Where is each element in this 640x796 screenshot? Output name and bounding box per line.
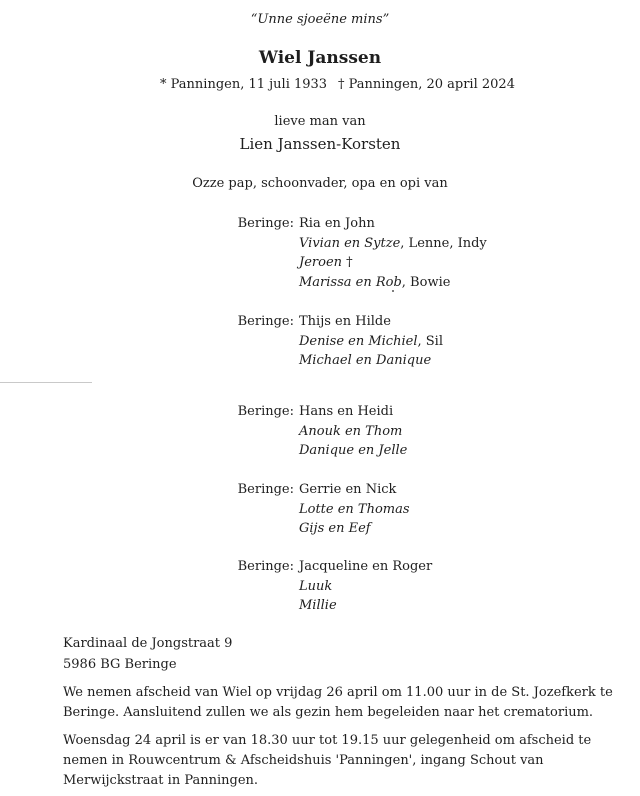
family-parents: Jacqueline en Roger [299, 559, 433, 574]
address-city: 5986 BG Beringe [63, 657, 177, 672]
child-line: Gijs en Eef [299, 521, 371, 536]
relation-line: lieve man van [274, 114, 366, 129]
visit-paragraph: Woensdag 24 april is er van 18.30 uur tot 19.15 uur gelegenheid om afscheid te nemen in Rouwcentrum & Afscheidshuis 'Panningen', ingang Schout van Merwijckstraat in Panningen. [63, 733, 592, 788]
spouse-name: Lien Janssen-Korsten [239, 135, 401, 153]
family-children [299, 234, 487, 293]
birth-line: * Panningen, 11 juli 1933 [160, 77, 328, 92]
family-children [299, 577, 337, 616]
child-line: Millie [299, 598, 337, 613]
family-parents: Thijs en Hilde [299, 314, 391, 329]
child-line: Danique en Jelle [299, 443, 408, 458]
family-children [299, 422, 407, 461]
deceased-name: Wiel Janssen [258, 48, 382, 68]
child-line: Denise en Michiel, Sil [299, 333, 443, 349]
child-line: Michael en Danique [299, 353, 432, 368]
motto-quote: “Unne sjoeëne mins” [250, 12, 390, 27]
margin-rule [0, 382, 92, 383]
family-children [299, 500, 410, 539]
family-parents: Hans en Heidi [299, 404, 394, 419]
family-place: Beringe: [237, 216, 294, 231]
family-place: Beringe: [237, 314, 294, 329]
family-place: Beringe: [237, 482, 294, 497]
family-children [299, 332, 443, 371]
child-line: Luuk [299, 578, 333, 594]
child-line: Jeroen † [299, 255, 353, 270]
death-line: † Panningen, 20 april 2024 [338, 77, 515, 92]
family-place: Beringe: [237, 559, 294, 574]
family-parents: Gerrie en Nick [299, 482, 397, 497]
child-line: Vivian en Sytze, Lenne, Indy [299, 235, 487, 251]
role-line: Ozze pap, schoonvader, opa en opi van [192, 176, 448, 191]
child-line: Anouk en Thom [299, 423, 403, 439]
address-street: Kardinaal de Jongstraat 9 [63, 636, 233, 651]
child-line: Marissa en Rob, Bowie [299, 274, 451, 290]
farewell-paragraph: We nemen afscheid van Wiel op vrijdag 26 april om 11.00 uur in de St. Jozefkerk te Beringe. Aansluitend zullen we als gezin hem begeleiden naar het crematorium. [63, 685, 613, 720]
family-place: Beringe: [237, 404, 294, 419]
family-parents: Ria en John [299, 216, 375, 231]
child-line: Lotte en Thomas [299, 501, 410, 517]
